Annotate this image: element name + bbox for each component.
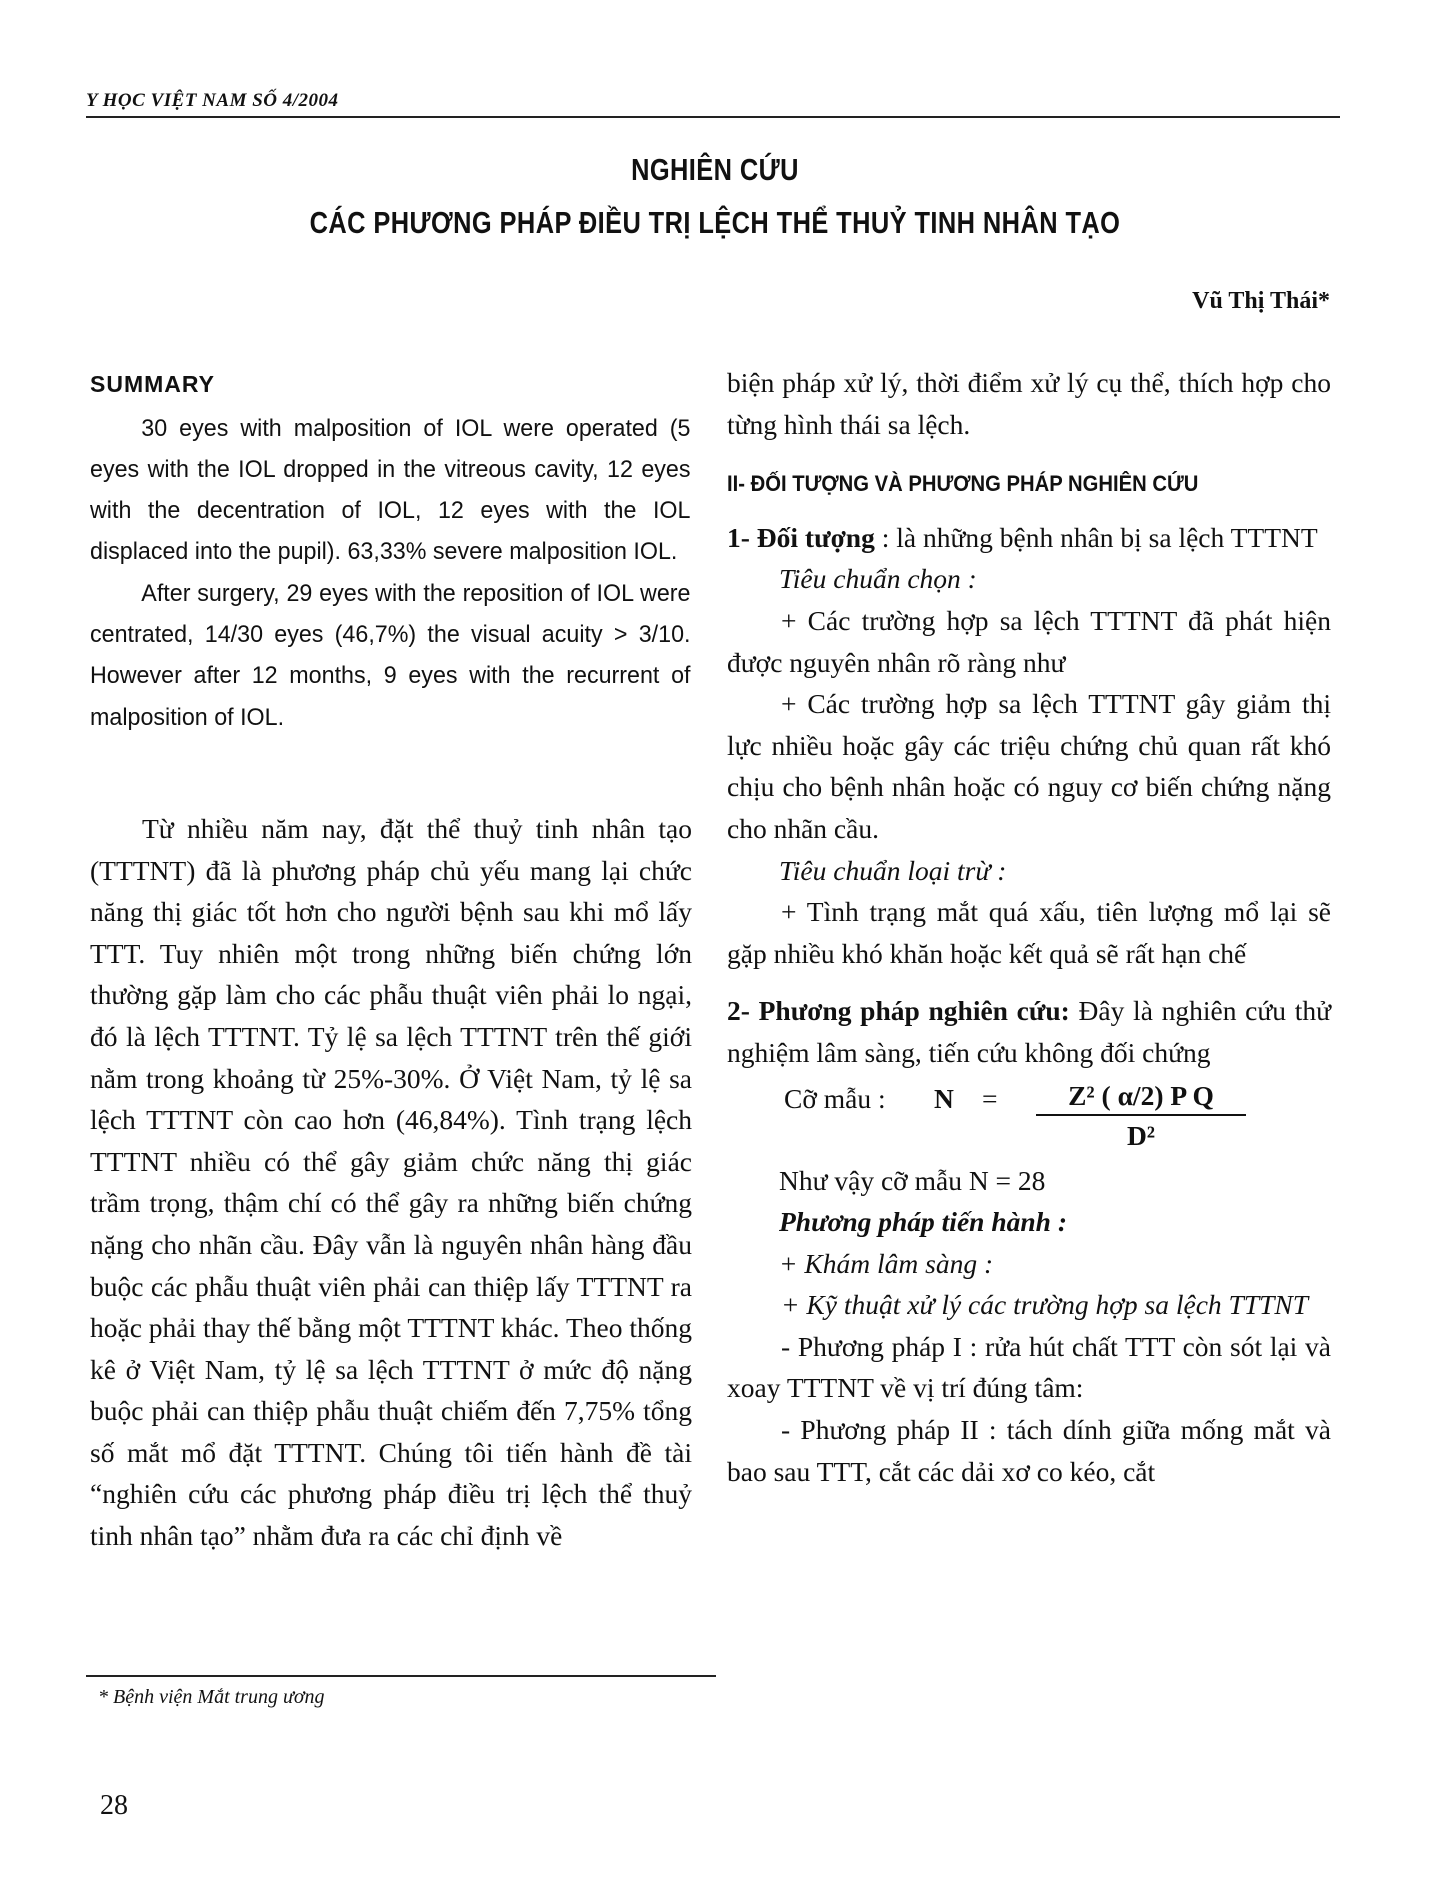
subject-label: 1- Đối tượng [727, 521, 875, 553]
summary-paragraph-1: 30 eyes with malposition of IOL were operated (5 eyes with the IOL dropped in the vitreous cavity, 12 eyes with the decentration of IOL, 12 eyes with the IOL displaced into the pupil). 63,33% severe malposition IOL. [90, 414, 691, 566]
sample-size-formula [727, 1078, 1331, 1160]
article-title-line-1: NGHIÊN CỨU [631, 152, 799, 187]
inclusion-heading: Tiêu chuẩn chọn : [779, 563, 977, 595]
method-paragraph [727, 990, 1331, 1073]
method-2: - Phương pháp II : tách dính giữa mống mắt và bao sau TTT, cắt các dải xơ co kéo, cắt [727, 1414, 1331, 1487]
page-number: 28 [100, 1790, 128, 1821]
procedure-step-1: + Khám lâm sàng : [779, 1247, 994, 1279]
summary-heading: SUMMARY [90, 371, 215, 397]
summary-section [90, 364, 692, 738]
footnote: * Bệnh viện Mắt trung ương [98, 1686, 325, 1708]
intro-paragraph: Từ nhiều năm nay, đặt thể thuỷ tinh nhân tạo (TTTNT) đã là phương pháp chủ yếu mang lại chức năng thị giác tốt hơn cho người bệnh sau khi mổ lấy TTT. Tuy nhiên một trong những biến chứng lớn thường gặp làm cho các phẫu thuật viên phải lo ngại, đó là lệch TTTNT. Tỷ lệ sa lệch TTTNT trên thế giới nằm trong khoảng từ 25%-30%. Ở Việt Nam, tỷ lệ sa lệch TTTNT còn cao hơn (46,84%). Tình trạng lệch TTTNT nhiều có thể gây giảm chức năng thị giác trầm trọng, thậm chí có thể gây ra những biến chứng nặng cho nhãn cầu. Đây vẫn là nguyên nhân hàng đầu buộc các phẫu thuật viên phải can thiệp lấy TTTNT ra hoặc phải thay thế bằng một TTTNT khác. Theo thống kê ở Việt Nam, tỷ lệ sa lệch TTTNT ở mức độ nặng buộc phải can thiệp phẫu thuật chiếm đến 7,75% tổng số mắt mổ đặt TTTNT. Chúng tôi tiến hành đề tài “nghiên cứu các phương pháp điều trị lệch thể thuỷ tinh nhân tạo” nhằm đưa ra các chỉ định về [90, 812, 692, 1552]
formula-numerator: Z² ( α/2) P Q [1036, 1078, 1246, 1116]
journal-header: Y HỌC VIỆT NAM SỐ 4/2004 [86, 90, 1340, 118]
sample-size-result: Như vậy cỡ mẫu N = 28 [779, 1164, 1046, 1196]
method-label: 2- Phương pháp nghiên cứu: [727, 995, 1070, 1027]
method-text: Đây là nghiên cứu thử nghiệm lâm sàng, tiến cứu không đối chứng [727, 995, 1331, 1068]
exclusion-criterion-1: + Tình trạng mắt quá xấu, tiên lượng mổ lại sẽ gặp nhiều khó khăn hoặc kết quả sẽ rất hạn chế [727, 896, 1331, 969]
formula-label: Cỡ mẫu : [784, 1082, 886, 1114]
method-1: - Phương pháp I : rửa hút chất TTT còn sót lại và xoay TTTNT về vị trí đúng tâm: [727, 1330, 1331, 1404]
section-heading: II- ĐỐI TƯỢNG VÀ PHƯƠNG PHÁP NGHIÊN CỨU [727, 471, 1199, 497]
exclusion-heading: Tiêu chuẩn loại trừ : [779, 854, 1007, 886]
subject-paragraph [727, 517, 1331, 559]
footnote-rule [86, 1675, 716, 1677]
inclusion-criterion-2: + Các trường hợp sa lệch TTTNT gây giảm thị lực nhiều hoặc gây các triệu chứng chủ quan rất khó chịu cho bệnh nhân hoặc có nguy cơ biến chứng nặng cho nhãn cầu. [727, 688, 1331, 844]
intro-continuation: biện pháp xử lý, thời điểm xử lý cụ thể, thích hợp cho từng hình thái sa lệch. [727, 367, 1331, 440]
left-column [90, 362, 692, 1557]
article-title-line-2: CÁC PHƯƠNG PHÁP ĐIỀU TRỊ LỆCH THỂ THUỶ TINH NHÂN TẠO [309, 205, 1121, 240]
subject-text: : là những bệnh nhân bị sa lệch TTTNT [874, 521, 1318, 553]
summary-paragraph-2: After surgery, 29 eyes with the reposition of IOL were centrated, 14/30 eyes (46,7%) the visual acuity > 3/10. However after 12 months, 9 eyes with the recurrent of malposition of IOL. [90, 579, 691, 731]
procedure-heading: Phương pháp tiến hành : [779, 1206, 1067, 1238]
formula-lhs: N [934, 1082, 954, 1114]
procedure-step-2: + Kỹ thuật xử lý các trường hợp sa lệch TTTNT [781, 1289, 1309, 1321]
formula-denominator: D² [1126, 1119, 1156, 1151]
formula-fraction [1036, 1078, 1246, 1156]
formula-equals: = [982, 1082, 998, 1114]
author-name: Vũ Thị Thái* [1192, 288, 1330, 314]
inclusion-criterion-1: + Các trường hợp sa lệch TTTNT đã phát hiện được nguyên nhân rõ ràng như [727, 604, 1331, 678]
right-column [727, 362, 1331, 1492]
